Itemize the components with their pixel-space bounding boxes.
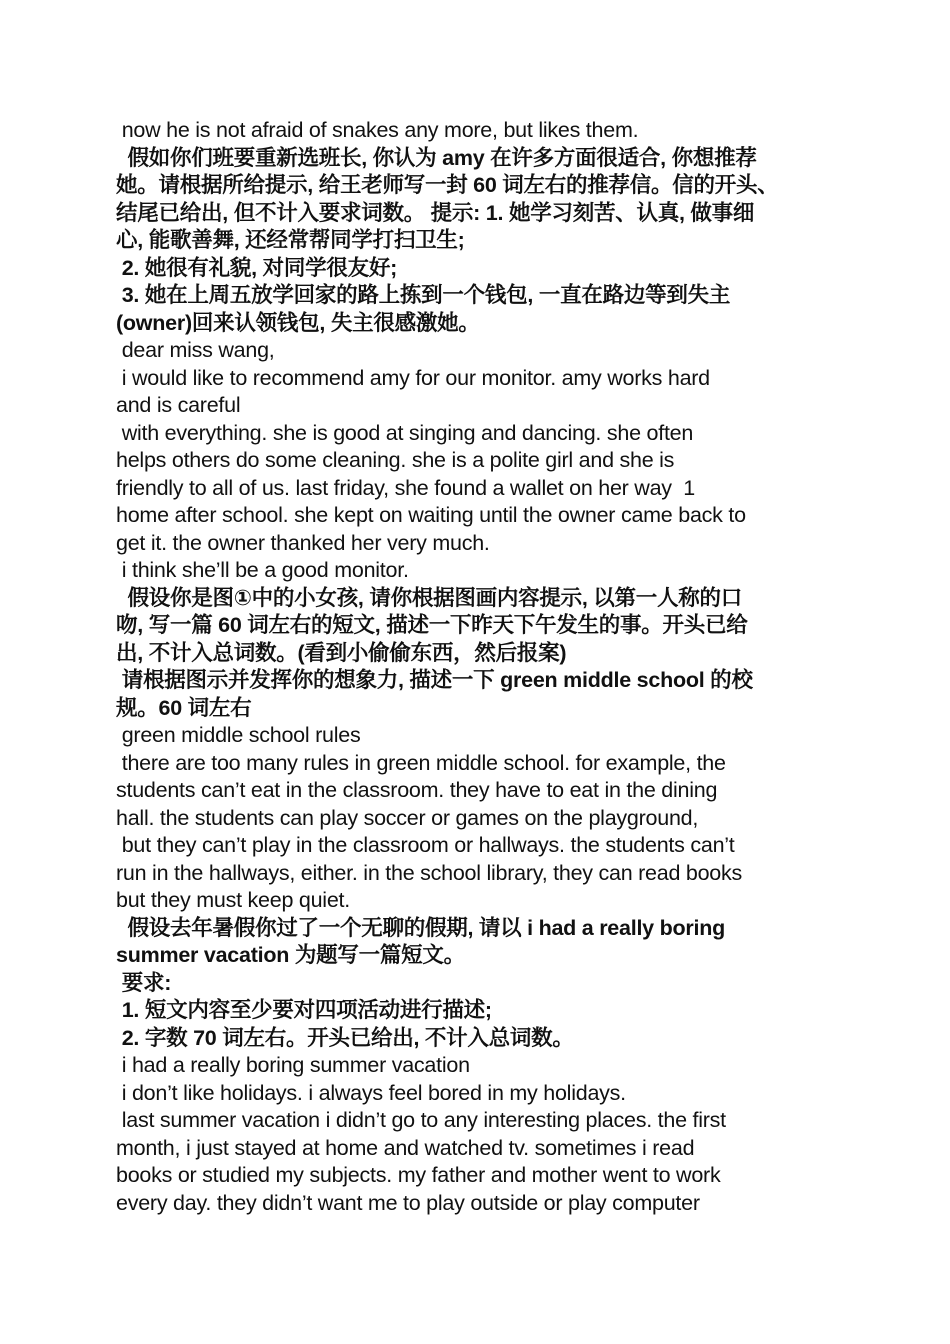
- answer-line: hall. the students can play soccer or games on the playground,: [116, 805, 699, 830]
- answer-line: books or studied my subjects. my father and mother went to work: [116, 1163, 721, 1187]
- answer-line: last summer vacation i didn’t go to any interesting places. the first: [116, 1108, 726, 1132]
- question-line: (owner)回来认领钱包, 失主很感激她。: [116, 310, 480, 335]
- answer-line: but they must keep quiet.: [116, 888, 350, 912]
- question-line: 2. 她很有礼貌, 对同学很友好;: [116, 255, 397, 280]
- answer-line: i think she’ll be a good monitor.: [116, 558, 409, 582]
- question-line: summer vacation 为题写一篇短文。: [116, 943, 465, 967]
- document-body: [116, 117, 846, 1217]
- answer-line: get it. the owner thanked her very much.: [116, 530, 490, 555]
- answer-line: but they can’t play in the classroom or hallways. the students can’t: [116, 833, 735, 857]
- answer-line: every day. they didn’t want me to play outside or play computer: [116, 1190, 700, 1215]
- answer-line: friendly to all of us. last friday, she found a wallet on her way 1: [116, 475, 695, 500]
- answer-line: i had a really boring summer vacation: [116, 1053, 470, 1077]
- answer-line: there are too many rules in green middle school. for example, the: [116, 750, 726, 775]
- answer-line: students can’t eat in the classroom. they have to eat in the dining: [116, 778, 718, 802]
- question-line: 心, 能歌善舞, 还经常帮同学打扫卫生;: [116, 228, 465, 252]
- answer-line: month, i just stayed at home and watched tv. sometimes i read: [116, 1135, 695, 1160]
- answer-line: now he is not afraid of snakes any more, but likes them.: [116, 118, 639, 142]
- question-line: 要求:: [116, 970, 172, 995]
- question-line: 她。请根据所给提示, 给王老师写一封 60 词左右的推荐信。信的开头、: [116, 173, 779, 197]
- question-line: 结尾已给出, 但不计入要求词数。 提示: 1. 她学习刻苦、认真, 做事细: [116, 200, 755, 225]
- question-line: 1. 短文内容至少要对四项活动进行描述;: [116, 998, 492, 1022]
- question-line: 3. 她在上周五放学回家的路上拣到一个钱包, 一直在路边等到失主: [116, 283, 731, 307]
- question-line: 请根据图示并发挥你的想象力, 描述一下 green middle school 的校: [116, 668, 753, 692]
- question-line: 假设去年暑假你过了一个无聊的假期, 请以 i had a really boring: [116, 915, 725, 940]
- question-line: 假设你是图①中的小女孩, 请你根据图画内容提示, 以第一人称的口: [116, 585, 743, 610]
- question-line: 2. 字数 70 词左右。开头已给出, 不计入总词数。: [116, 1025, 574, 1050]
- question-line: 规。60 词左右: [116, 695, 252, 720]
- question-line: 吻, 写一篇 60 词左右的短文, 描述一下昨天下午发生的事。开头已给: [116, 613, 748, 637]
- answer-line: dear miss wang,: [116, 338, 275, 362]
- answer-line: i would like to recommend amy for our monitor. amy works hard: [116, 365, 710, 390]
- answer-line: i don’t like holidays. i always feel bored in my holidays.: [116, 1080, 626, 1105]
- answer-line: and is careful: [116, 393, 241, 417]
- question-line: 出, 不计入总词数。(看到小偷偷东西，然后报案): [116, 640, 567, 665]
- answer-line: home after school. she kept on waiting until the owner came back to: [116, 503, 746, 527]
- answer-line: with everything. she is good at singing and dancing. she often: [116, 420, 694, 445]
- answer-line: helps others do some cleaning. she is a polite girl and she is: [116, 448, 675, 472]
- answer-line: run in the hallways, either. in the school library, they can read books: [116, 860, 743, 885]
- answer-line: green middle school rules: [116, 723, 361, 747]
- question-line: 假如你们班要重新选班长, 你认为 amy 在许多方面很适合, 你想推荐: [116, 145, 757, 170]
